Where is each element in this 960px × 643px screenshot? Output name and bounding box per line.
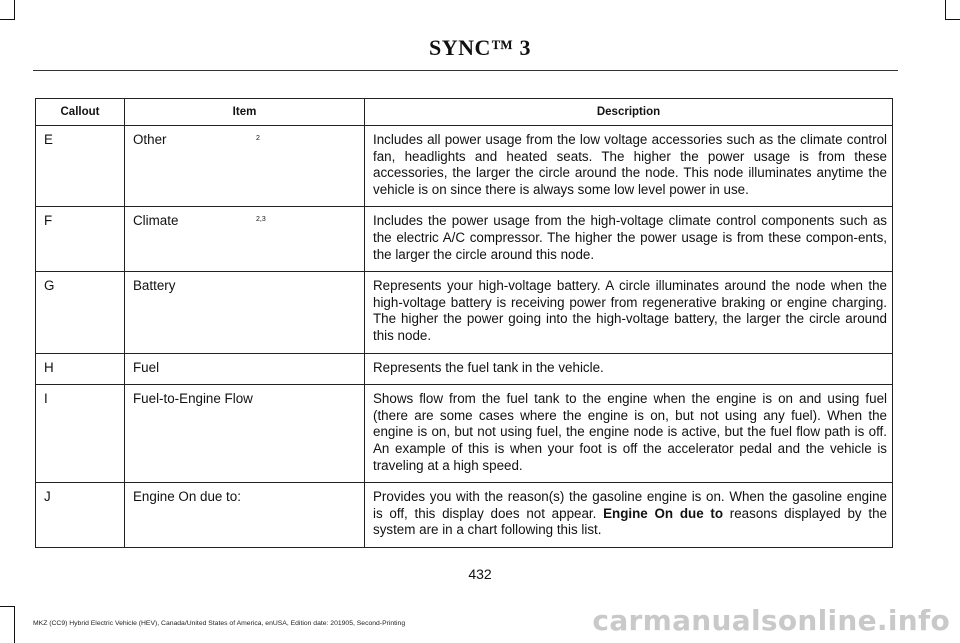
callout-cell: F	[36, 207, 125, 272]
description-cell: Includes the power usage from the high-voltage climate control components such as the electric A/C compressor. The higher the power usage is from these compon-ents, the larger the circle around this node.	[365, 207, 893, 272]
item-label: Other	[133, 132, 167, 147]
item-footnote-marker: 2	[256, 135, 260, 142]
table-row	[36, 353, 893, 385]
table-row	[36, 207, 893, 272]
column-header-item: Item	[125, 99, 365, 126]
crop-mark-top-left-h	[0, 19, 14, 20]
crop-mark-top-right-h	[946, 19, 960, 20]
watermark: carmanualsonline.info	[592, 604, 950, 637]
description-bold-term: Engine On due to	[603, 505, 724, 521]
header-divider	[33, 70, 898, 71]
crop-mark-top-right-v	[945, 0, 946, 20]
page-number: 432	[468, 566, 492, 582]
table-row	[36, 483, 893, 548]
column-header-description: Description	[365, 99, 893, 126]
table-row	[36, 385, 893, 483]
description-cell	[365, 483, 893, 548]
description-cell: Shows flow from the fuel tank to the engine when the engine is on and using fuel (there are some cases where the engine is on, but not using any fuel). When the engine is on, but not using fuel, the engine node is active, but the fuel flow path is off. An example of this is when your foot is off the accelerator pedal and the vehicle is traveling at a high speed.	[365, 385, 893, 483]
crop-mark-bottom-left-v	[14, 606, 15, 643]
callout-cell: G	[36, 272, 125, 353]
callout-cell: H	[36, 353, 125, 385]
item-label: Fuel	[133, 359, 160, 375]
description-cell: Includes all power usage from the low voltage accessories such as the climate control fan, headlights and heated seats. The higher the power usage is from these accessories, the larger the circle around the node. This node illuminates anytime the vehicle is on since there is always some low level power in use.	[365, 126, 893, 207]
item-cell	[125, 353, 365, 385]
item-cell	[125, 126, 365, 207]
item-label: Fuel-to-Engine Flow	[133, 391, 253, 407]
description-text: Provides you with the reason(s) the gasoline engine is on. When the gasoline engine is off, this display does not appear.	[373, 489, 887, 521]
page-header-title: SYNC™ 3	[429, 35, 531, 60]
item-footnote-marker: 2,3	[256, 216, 266, 224]
footer-edition-text: MKZ (CC9) Hybrid Electric Vehicle (HEV), Canada/United States of America, enUSA, Edition date: 201905, Second-Printing	[33, 620, 406, 627]
item-cell	[125, 483, 365, 548]
callout-cell: E	[36, 126, 125, 207]
item-cell	[125, 385, 365, 483]
description-cell: Represents the fuel tank in the vehicle.	[365, 353, 893, 385]
crop-mark-bottom-left-h	[0, 606, 14, 607]
callout-table	[35, 98, 893, 548]
callout-cell: J	[36, 483, 125, 548]
description-text: reasons displayed by the system are in a chart following this list.	[373, 505, 887, 538]
description-cell: Represents your high-voltage battery. A circle illuminates around the node when the high-voltage battery is receiving power from regenerative braking or engine charging. The higher the power going into the high-voltage battery, the larger the circle around this node.	[365, 272, 893, 353]
crop-mark-top-left-v	[14, 0, 15, 20]
item-cell	[125, 207, 365, 272]
table-row	[36, 126, 893, 207]
column-header-callout: Callout	[36, 99, 125, 126]
item-label: Battery	[133, 278, 176, 294]
callout-cell: I	[36, 385, 125, 483]
item-cell	[125, 272, 365, 353]
item-label: Climate	[133, 213, 179, 229]
item-label: Engine On due to:	[133, 489, 241, 505]
table-row	[36, 272, 893, 353]
table-header-row	[36, 99, 893, 126]
